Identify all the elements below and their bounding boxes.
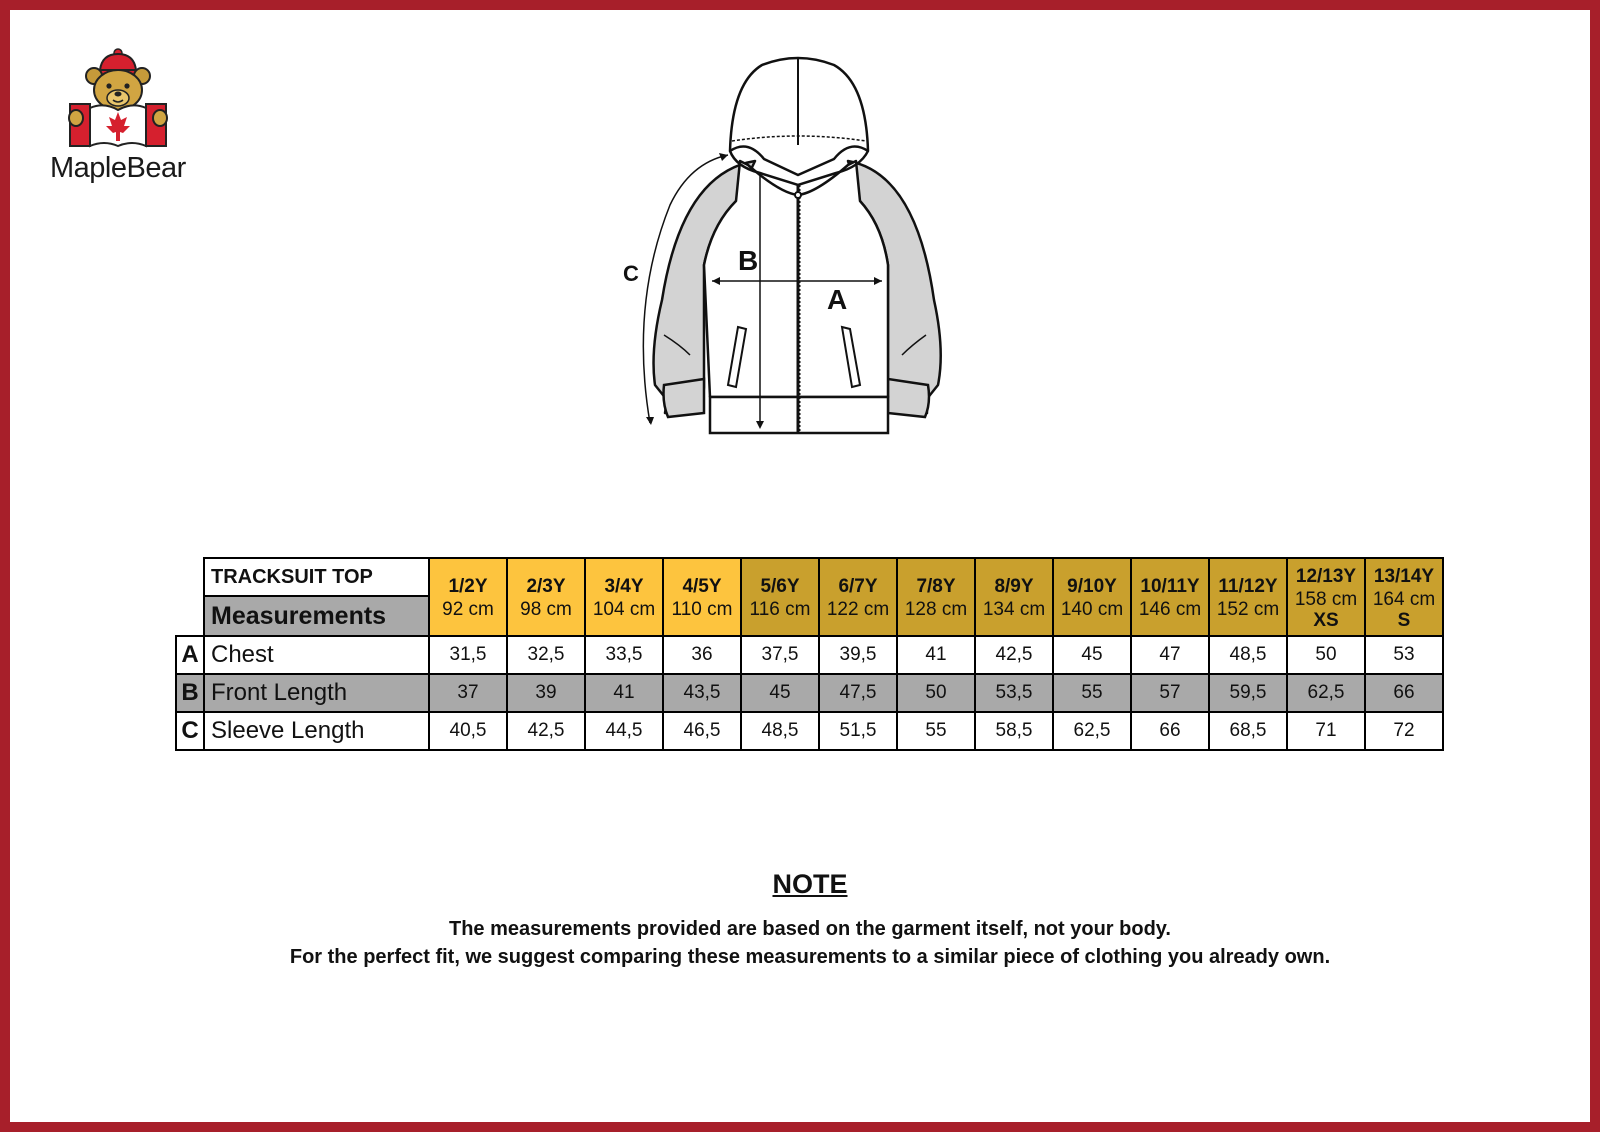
row-letter: A	[176, 636, 204, 674]
note-line-1: The measurements provided are based on the garment itself, not your body.	[448, 918, 1171, 940]
table-cell: 31,5	[429, 636, 507, 674]
size-col-header: 8/9Y 134 cm	[975, 558, 1053, 636]
table-cell: 62,5	[1287, 674, 1365, 712]
row-letter: C	[176, 712, 204, 750]
table-cell: 53	[1365, 636, 1443, 674]
table-cell: 50	[1287, 636, 1365, 674]
table-cell: 45	[741, 674, 819, 712]
maple-bear-logo-icon	[66, 48, 170, 152]
table-cell: 46,5	[663, 712, 741, 750]
size-col-header: 5/6Y 116 cm	[741, 558, 819, 636]
table-cell: 33,5	[585, 636, 663, 674]
size-col-header: 12/13Y 158 cm XS	[1287, 558, 1365, 636]
table-cell: 36	[663, 636, 741, 674]
table-cell: 47,5	[819, 674, 897, 712]
table-cell: 44,5	[585, 712, 663, 750]
label-c: C	[623, 261, 639, 286]
table-cell: 42,5	[507, 712, 585, 750]
table-cell: 42,5	[975, 636, 1053, 674]
size-col-header: 3/4Y 104 cm	[585, 558, 663, 636]
table-cell: 62,5	[1053, 712, 1131, 750]
table-cell: 66	[1131, 712, 1209, 750]
size-col-header: 6/7Y 122 cm	[819, 558, 897, 636]
table-cell: 39,5	[819, 636, 897, 674]
label-b: B	[738, 245, 759, 276]
table-cell: 39	[507, 674, 585, 712]
table-title: TRACKSUIT TOP	[204, 558, 429, 596]
size-col-header: 9/10Y 140 cm	[1053, 558, 1131, 636]
table-cell: 41	[585, 674, 663, 712]
size-table	[175, 557, 1444, 751]
table-cell: 72	[1365, 712, 1443, 750]
maple-bear-logo[interactable]	[46, 48, 196, 188]
row-letter: B	[176, 674, 204, 712]
table-cell: 48,5	[741, 712, 819, 750]
table-cell: 55	[1053, 674, 1131, 712]
table-cell: 32,5	[507, 636, 585, 674]
measurements-label: Measurements	[204, 596, 429, 636]
size-col-header: 2/3Y 98 cm	[507, 558, 585, 636]
tracksuit-top-diagram	[620, 55, 970, 455]
size-col-header: 7/8Y 128 cm	[897, 558, 975, 636]
size-col-header: 10/11Y 146 cm	[1131, 558, 1209, 636]
table-cell: 57	[1131, 674, 1209, 712]
table-cell: 40,5	[429, 712, 507, 750]
row-label: Chest	[204, 636, 429, 674]
size-col-header: 11/12Y 152 cm	[1209, 558, 1287, 636]
table-cell: 53,5	[975, 674, 1053, 712]
table-row	[176, 674, 1443, 712]
table-cell: 58,5	[975, 712, 1053, 750]
row-label: Front Length	[204, 674, 429, 712]
table-cell: 55	[897, 712, 975, 750]
table-cell: 41	[897, 636, 975, 674]
table-cell: 37	[429, 674, 507, 712]
note-title: NOTE	[772, 869, 848, 899]
size-col-header: 1/2Y 92 cm	[429, 558, 507, 636]
size-col-header: 4/5Y 110 cm	[663, 558, 741, 636]
table-cell: 47	[1131, 636, 1209, 674]
note-line-2: For the perfect fit, we suggest comparing these measurements to a similar piece of clothing you already own.	[289, 946, 1331, 968]
table-cell: 37,5	[741, 636, 819, 674]
table-cell: 71	[1287, 712, 1365, 750]
table-cell: 51,5	[819, 712, 897, 750]
size-header-row	[176, 558, 1443, 596]
table-row	[176, 712, 1443, 750]
table-cell: 66	[1365, 674, 1443, 712]
table-cell: 50	[897, 674, 975, 712]
table-cell: 68,5	[1209, 712, 1287, 750]
label-a: A	[827, 284, 848, 315]
table-row	[176, 636, 1443, 674]
table-cell: 48,5	[1209, 636, 1287, 674]
table-cell: 43,5	[663, 674, 741, 712]
table-cell: 45	[1053, 636, 1131, 674]
size-col-header: 13/14Y 164 cm S	[1365, 558, 1443, 636]
table-cell: 59,5	[1209, 674, 1287, 712]
row-label: Sleeve Length	[204, 712, 429, 750]
brand-name: MapleBear	[50, 152, 186, 184]
